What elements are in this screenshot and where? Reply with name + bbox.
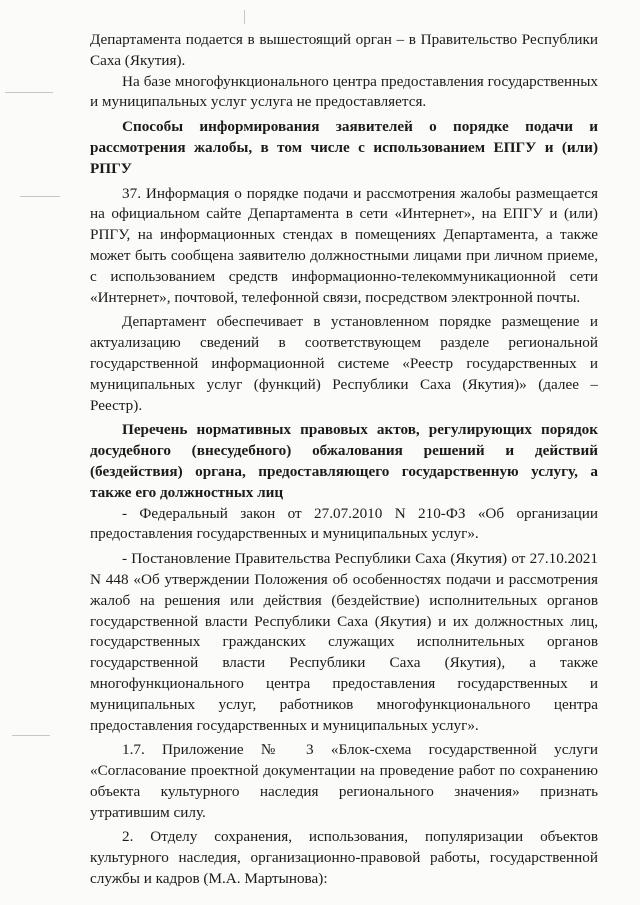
paragraph-1-7: 1.7. Приложение № 3 «Блок-схема государственной услуги «Согласование проектной документации на проведение работ по сохранению объекта культурного наследия регионального значения» признать утратившим силу. (90, 741, 598, 821)
document-page (90, 30, 598, 890)
scan-artifact (20, 196, 60, 197)
scan-artifact (244, 10, 245, 24)
heading-informing-methods: Способы информирования заявителей о порядке подачи и рассмотрения жалобы, в том числе с использованием ЕПГУ и (или) РПГУ (90, 118, 598, 177)
scan-artifact (12, 735, 50, 736)
paragraph-decree-448: - Постановление Правительства Республики Саха (Якутия) от 27.10.2021 N 448 «Об утверждении Положения об особенностях подачи и рассмотрения жалоб на решения или действия (бездействие) исполнительных органов государственной власти Республики Саха (Якутия) и их должностных лиц, государственных гражданских служащих исполнительных органов государственной власти Республики Саха (Якутия), а также многофункционального центра предоставления государственных и муниципальных услуг, работников многофункционального центра предоставления государственных и муниципальных услуг». (90, 550, 598, 734)
paragraph-37: 37. Информация о порядке подачи и рассмотрения жалобы размещается на официальном сайте Департамента в сети «Интернет», на ЕПГУ и (или) РПГУ, на информационных стендах в помещениях Департамента, а также может быть сообщена заявителю должностными лицами при личном приеме, с использованием средств информационно-телекоммуникационной сети «Интернет», почтовой, телефонной связи, посредством электронной почты. (90, 184, 598, 306)
paragraph-2: 2. Отделу сохранения, использования, популяризации объектов культурного наследия, организационно-правовой работы, государственной службы и кадров (М.А. Мартынова): (90, 828, 598, 888)
paragraph-mfc: На базе многофункционального центра предоставления государственных и муниципальных услуг услуга не предоставляется. (90, 72, 598, 111)
paragraph-registry: Департамент обеспечивает в установленном порядке размещение и актуализацию сведений в соответствующем разделе региональной государственной информационной системе «Реестр государственных и муниципальных услуг (функций) Республики Саха (Якутия)» (далее – Реестр). (90, 313, 598, 414)
paragraph-continuation: Департамента подается в вышестоящий орган – в Правительство Республики Саха (Якутия). (90, 31, 598, 69)
scan-artifact (5, 92, 53, 93)
paragraph-law-210: - Федеральный закон от 27.07.2010 N 210-ФЗ «Об организации предоставления государственных и муниципальных услуг». (90, 504, 598, 543)
heading-legal-acts: Перечень нормативных правовых актов, регулирующих порядок досудебного (внесудебного) обжалования решений и действий (бездействия) органа, предоставляющего государственную услугу, а также его должностных лиц (90, 421, 598, 501)
